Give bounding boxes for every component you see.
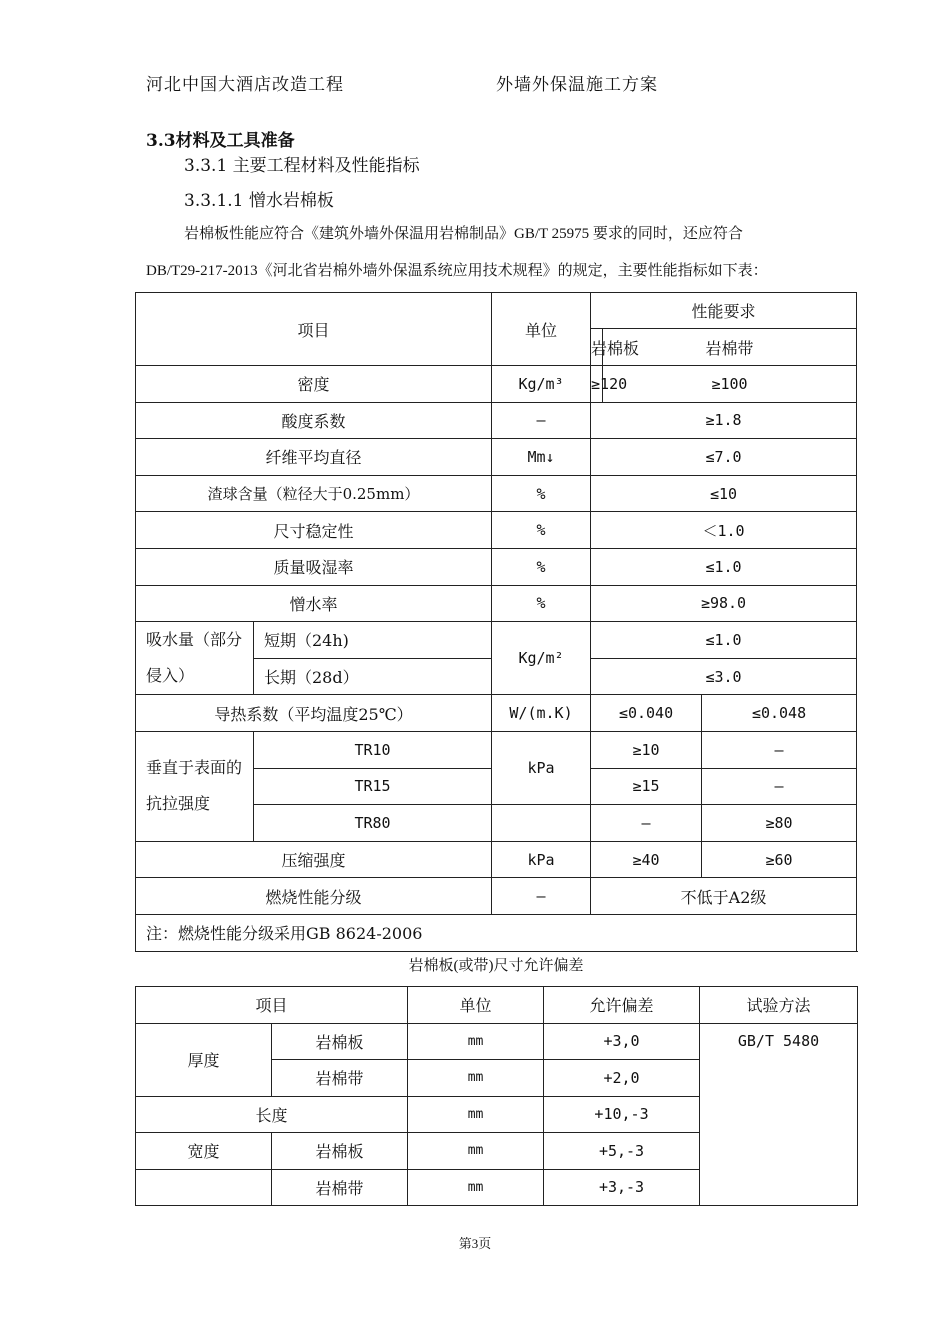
row-unit: mm [408, 1060, 544, 1097]
table-row [136, 841, 857, 878]
row-subitem: 岩棉板 [272, 1133, 408, 1170]
subsubsection-heading: 3.3.1.1 憎水岩棉板 [184, 191, 334, 211]
row-tolerance: +10,-3 [544, 1096, 700, 1133]
header-item: 项目 [136, 987, 408, 1024]
table-row [136, 878, 857, 915]
row-unit: mm [408, 1169, 544, 1206]
row-item: 憎水率 [136, 585, 492, 622]
row-unit: — [492, 878, 591, 915]
row-item: 垂直于表面的抗拉强度 [136, 731, 254, 841]
row-unit: % [492, 475, 591, 512]
table-row [136, 622, 857, 659]
table-row [136, 512, 857, 549]
row-item: 尺寸稳定性 [136, 512, 492, 549]
row-unit: mm [408, 1133, 544, 1170]
row-strip-value: ≤0.048 [702, 695, 857, 732]
row-subitem: TR15 [254, 768, 492, 805]
row-item: 密度 [136, 366, 492, 403]
row-unit: mm [408, 1023, 544, 1060]
row-tolerance: +5,-3 [544, 1133, 700, 1170]
paragraph-line-2: DB/T29-217-2013《河北省岩棉外墙外保温系统应用技术规程》的规定，主要性能指标如下表： [146, 263, 768, 279]
header-rock-wool-board: 岩棉板 [591, 329, 603, 366]
table-row [136, 366, 857, 403]
row-subitem: TR80 [254, 805, 492, 842]
tolerance-table [135, 986, 858, 1206]
paragraph-line-1: 岩棉板性能应符合《建筑外墙外保温用岩棉制品》GB/T 25975 要求的同时，还应符合 [184, 226, 743, 242]
row-method: GB/T 5480 [700, 1023, 858, 1206]
row-item: 长度 [136, 1096, 408, 1133]
row-value: ＜1.0 [591, 512, 857, 549]
header-performance: 性能要求 [591, 293, 857, 329]
table-row [136, 695, 857, 732]
row-item: 厚度 [136, 1023, 272, 1096]
row-value: ≥98.0 [591, 585, 857, 622]
row-item: 吸水量（部分侵入） [136, 622, 254, 695]
row-tolerance: +3,0 [544, 1023, 700, 1060]
header-project-title: 河北中国大酒店改造工程 [146, 75, 344, 95]
row-value: ≤3.0 [591, 658, 857, 695]
table2-caption: 岩棉板(或带)尺寸允许偏差 [408, 958, 584, 974]
row-board-value: ≥10 [591, 731, 702, 768]
row-unit: % [492, 548, 591, 585]
table-row [136, 402, 857, 439]
section-heading: 3.3材料及工具准备 [146, 131, 295, 151]
row-subitem: TR10 [254, 731, 492, 768]
row-unit: Mm↓ [492, 439, 591, 476]
header-document-title: 外墙外保温施工方案 [496, 75, 658, 95]
row-item: 宽度 [136, 1133, 272, 1170]
row-value: 不低于A2级 [591, 878, 857, 915]
row-subitem: 岩棉带 [272, 1169, 408, 1206]
header-unit: 单位 [492, 293, 591, 366]
row-unit: W/(m.K) [492, 695, 591, 732]
row-unit: % [492, 585, 591, 622]
row-subitem: 短期（24h) [254, 622, 492, 659]
row-unit: mm [408, 1096, 544, 1133]
subsection-heading: 3.3.1 主要工程材料及性能指标 [184, 156, 420, 176]
row-strip-value: — [702, 731, 857, 768]
header-rock-wool-strip: 岩棉带 [603, 329, 857, 366]
row-item: 渣球含量（粒径大于0.25mm） [136, 475, 492, 512]
row-unit: kPa [492, 731, 591, 804]
row-tolerance: +3,-3 [544, 1169, 700, 1206]
row-board-value: ≤0.040 [591, 695, 702, 732]
header-unit: 单位 [408, 987, 544, 1024]
row-unit: Kg/m² [492, 622, 591, 695]
row-item: 酸度系数 [136, 402, 492, 439]
row-subitem: 岩棉板 [272, 1023, 408, 1060]
row-value: ≤1.0 [591, 622, 857, 659]
table-row [136, 585, 857, 622]
row-unit: kPa [492, 841, 591, 878]
row-subitem: 长期（28d） [254, 658, 492, 695]
row-unit: — [492, 402, 591, 439]
table-row [136, 1023, 858, 1060]
row-value: ≥1.8 [591, 402, 857, 439]
table-row [136, 439, 857, 476]
row-board-value: ≥15 [591, 768, 702, 805]
row-subitem: 岩棉带 [272, 1060, 408, 1097]
row-unit: % [492, 512, 591, 549]
table-note: 注：燃烧性能分级采用GB 8624-2006 [136, 914, 857, 951]
row-strip-value: ≥60 [702, 841, 857, 878]
row-unit-empty [492, 805, 591, 842]
row-item: 燃烧性能分级 [136, 878, 492, 915]
performance-table [135, 292, 857, 952]
row-strip-value: — [702, 768, 857, 805]
row-strip-value: ≥100 [603, 366, 857, 403]
table-header-row [136, 293, 857, 329]
row-unit: Kg/m³ [492, 366, 591, 403]
row-board-value: — [591, 805, 702, 842]
row-tolerance: +2,0 [544, 1060, 700, 1097]
table-row [136, 475, 857, 512]
header-tolerance: 允许偏差 [544, 987, 700, 1024]
row-strip-value: ≥80 [702, 805, 857, 842]
row-item: 压缩强度 [136, 841, 492, 878]
row-board-value: ≥40 [591, 841, 702, 878]
row-value: ≤10 [591, 475, 857, 512]
table-row [136, 548, 857, 585]
row-board-value: ≥120 [591, 366, 603, 403]
row-item: 纤维平均直径 [136, 439, 492, 476]
row-value: ≤1.0 [591, 548, 857, 585]
table-header-row [136, 987, 858, 1024]
row-value: ≤7.0 [591, 439, 857, 476]
table-row [136, 731, 857, 768]
page-number: 第3页 [458, 1236, 492, 1251]
row-item: 导热系数（平均温度25℃） [136, 695, 492, 732]
header-item: 项目 [136, 293, 492, 366]
table-note-row [136, 914, 857, 951]
row-item: 质量吸湿率 [136, 548, 492, 585]
row-item-empty [136, 1169, 272, 1206]
header-test-method: 试验方法 [700, 987, 858, 1024]
